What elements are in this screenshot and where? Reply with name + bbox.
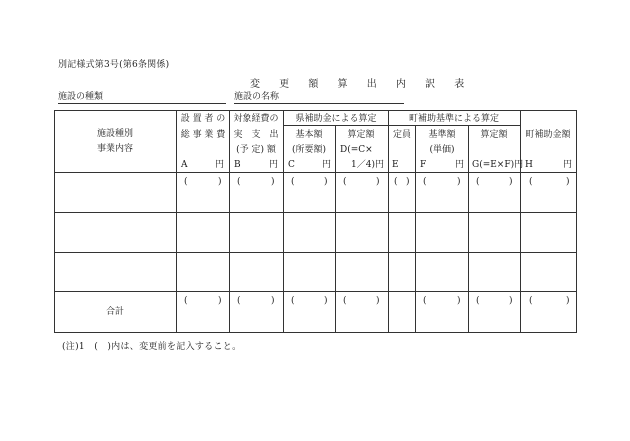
paren-open: ( — [394, 177, 398, 187]
paren-open: ( — [291, 296, 295, 306]
header-colH-unit: 円 — [562, 160, 572, 170]
header-colD-line3: 1／4)円 — [351, 160, 384, 170]
paren-open: ( — [529, 177, 533, 187]
paren-open: ( — [237, 177, 241, 187]
header-colC-line2: (所要額) — [291, 145, 327, 155]
paren-close: ) — [566, 296, 570, 306]
paren-close: ) — [509, 177, 513, 187]
paren-open: ( — [184, 296, 188, 306]
header-colE-line1: 定員 — [392, 130, 412, 140]
header-colB-unit: 円 — [268, 160, 278, 170]
header-colA-unit: 円 — [214, 160, 224, 170]
paren-close: ) — [218, 177, 222, 187]
facility-name-field: 施設の名称 — [234, 92, 404, 104]
paren-open: ( — [291, 177, 295, 187]
form-number-label: 別記様式第3号(第6条関係) — [58, 60, 170, 70]
header-colF-line2: (単価) — [429, 145, 455, 155]
paren-open: ( — [476, 177, 480, 187]
header-colB-line1: 対象経費の — [233, 114, 279, 124]
header-colB-letter: B — [234, 160, 241, 170]
paren-open: ( — [423, 296, 427, 306]
header-colE-letter: E — [392, 160, 399, 170]
header-town-group: 町補助基準による算定 — [408, 114, 500, 124]
header-colC-line1: 基本額 — [295, 130, 323, 140]
paren-close: ) — [376, 177, 380, 187]
header-colC-letter: C — [288, 160, 295, 170]
header-colH-line1: 町補助金額 — [525, 130, 571, 140]
paren-close: ) — [457, 296, 461, 306]
header-colF-line1: 基準額 — [428, 130, 456, 140]
header-colF-letter: F — [420, 160, 427, 170]
paren-close: ) — [566, 177, 570, 187]
paren-close: ) — [324, 177, 328, 187]
paren-open: ( — [476, 296, 480, 306]
header-colB-line3: (予 定) 額 — [236, 145, 276, 155]
footnote: (注)1 ( )内は、変更前を記入すること。 — [62, 342, 242, 352]
header-colA-line1: 設 置 者 の — [180, 114, 226, 124]
header-colA-line2: 総 事 業 費 — [180, 130, 226, 140]
paren-open: ( — [343, 296, 347, 306]
paren-open: ( — [343, 177, 347, 187]
header-colC-unit: 円 — [321, 160, 331, 170]
paren-close: ) — [271, 177, 275, 187]
row1-parentheses — [184, 176, 570, 187]
paren-open: ( — [184, 177, 188, 187]
header-colF-unit: 円 — [454, 160, 464, 170]
paren-close: ) — [218, 296, 222, 306]
paren-open: ( — [529, 296, 533, 306]
header-colD-line1: 算定額 — [347, 130, 375, 140]
paren-close: ) — [509, 296, 513, 306]
paren-close: ) — [406, 177, 410, 187]
header-colG-line1: 算定額 — [480, 130, 508, 140]
facility-kind-field: 施設の種類 — [58, 92, 226, 104]
total-row-parentheses — [184, 295, 570, 306]
paren-close: ) — [457, 177, 461, 187]
document-title: 変 更 額 算 出 内 訳 表 — [250, 79, 473, 90]
header-colA-letter: A — [181, 160, 188, 170]
paren-close: ) — [324, 296, 328, 306]
header-colB-line2: 実 支 出 — [233, 130, 279, 140]
header-facility-type: 施設種別 — [96, 129, 134, 139]
header-prefecture-group: 県補助金による算定 — [295, 114, 377, 124]
header-colD-line2: D(=C× — [340, 145, 373, 155]
header-colH-letter: H — [525, 160, 533, 170]
header-business-content: 事業内容 — [96, 144, 134, 154]
paren-close: ) — [271, 296, 275, 306]
paren-close: ) — [376, 296, 380, 306]
total-label: 合計 — [105, 307, 125, 317]
paren-open: ( — [237, 296, 241, 306]
header-colG-line2: G(=E×F)円 — [472, 160, 524, 170]
paren-open: ( — [423, 177, 427, 187]
